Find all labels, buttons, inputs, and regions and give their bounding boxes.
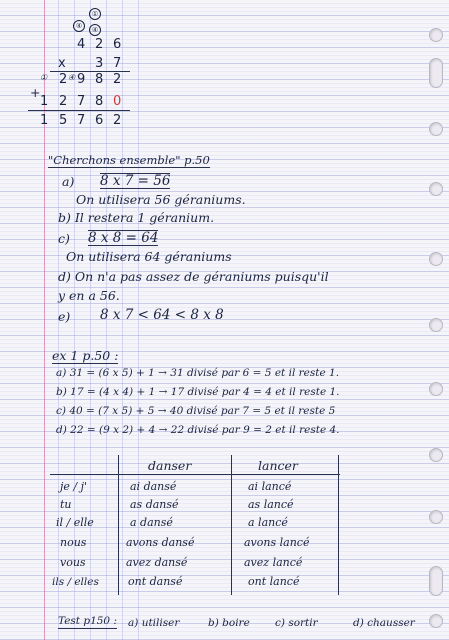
conjugated-form: ont lancé — [248, 575, 300, 588]
answer-equation: 8 x 8 = 64 — [88, 230, 159, 246]
binder-hole — [429, 252, 443, 266]
carry-digit: ① — [40, 73, 48, 82]
pronoun: tu — [60, 498, 72, 511]
answer-equation: 8 x 7 = 56 — [100, 173, 171, 189]
conjugated-form: ai lancé — [248, 480, 292, 493]
conjugated-form: as lancé — [248, 498, 294, 511]
digit: 8 — [95, 72, 104, 87]
pronoun: nous — [60, 536, 87, 549]
grid-line — [90, 0, 91, 640]
column-header: lancer — [258, 458, 298, 473]
exercise-line: c) 40 = (7 x 5) + 5 → 40 divisé par 7 = 5 et il reste 5 — [56, 405, 336, 417]
pronoun: ils / elles — [52, 576, 99, 588]
digit: 6 — [113, 37, 122, 52]
digit: 6 — [95, 113, 104, 128]
binder-hole — [429, 28, 443, 42]
digit: 2 — [59, 94, 68, 109]
section-heading: "Cherchons ensemble" p.50 — [48, 153, 210, 167]
digit: 8 — [95, 94, 104, 109]
digit: 3 — [95, 56, 104, 71]
carry-digit: ④ — [73, 20, 85, 32]
digit: 7 — [113, 56, 122, 71]
answer-sentence: On utilisera 56 géraniums. — [76, 192, 246, 207]
answer-sentence: y en a 56. — [58, 288, 120, 303]
answer-label: c) — [58, 231, 70, 246]
conjugated-form: avons lancé — [244, 536, 310, 549]
pronoun: je / j' — [60, 480, 88, 493]
binder-hole — [429, 318, 443, 332]
conjugated-form: avez dansé — [126, 556, 188, 569]
binder-hole — [429, 614, 443, 628]
binder-hole — [429, 58, 443, 88]
digit: 1 — [40, 113, 49, 128]
answer-label: a) — [62, 174, 75, 189]
test-label: Test p150 : — [58, 615, 117, 627]
table-rule — [50, 474, 340, 475]
binder-hole — [429, 182, 443, 196]
exercise-line: b) 17 = (4 x 4) + 1 → 17 divisé par 4 = 4 et il reste 1. — [56, 386, 340, 398]
digit: 2 — [113, 72, 122, 87]
digit: 1 — [40, 94, 49, 109]
digit: 7 — [77, 113, 86, 128]
column-header: danser — [148, 458, 192, 473]
conjugated-form: as dansé — [130, 498, 179, 511]
exercise-line: a) 31 = (6 x 5) + 1 → 31 divisé par 6 = 5 et il reste 1. — [56, 367, 340, 379]
binder-hole — [429, 448, 443, 462]
conjugated-form: ai dansé — [130, 480, 177, 493]
plus-sign: + — [30, 85, 41, 100]
test-item: d) chausser — [353, 617, 415, 629]
table-rule — [231, 455, 232, 595]
answer-label: e) — [58, 309, 71, 324]
pronoun: vous — [60, 556, 86, 569]
test-item: b) boire — [208, 617, 250, 629]
table-rule — [338, 455, 339, 595]
answer-sentence: b) Il restera 1 géranium. — [58, 210, 215, 225]
conjugated-form: a dansé — [130, 516, 173, 529]
carry-digit: ④ — [89, 24, 101, 36]
exercise-line: d) 22 = (9 x 2) + 4 → 22 divisé par 9 = 2 et il reste 4. — [56, 424, 340, 436]
carry-digit: ① — [89, 8, 101, 20]
digit: 0 — [113, 94, 122, 109]
binder-hole — [429, 566, 443, 596]
test-item: c) sortir — [275, 617, 318, 629]
answer-sentence: On utilisera 64 géraniums — [66, 249, 232, 264]
digit: 4 — [77, 37, 86, 52]
table-rule — [118, 455, 119, 595]
conjugated-form: avons dansé — [126, 536, 195, 549]
digit: 2 — [59, 72, 68, 87]
carry-digit: ④ — [68, 73, 76, 82]
digit: 2 — [113, 113, 122, 128]
conjugated-form: ont dansé — [128, 575, 183, 588]
digit: 5 — [59, 113, 68, 128]
binder-hole — [429, 122, 443, 136]
digit: 7 — [77, 94, 86, 109]
answer-equation: 8 x 7 < 64 < 8 x 8 — [100, 307, 224, 323]
conjugated-form: avez lancé — [244, 556, 303, 569]
sum-line — [28, 110, 130, 111]
section-heading: ex 1 p.50 : — [52, 348, 119, 363]
digit: 9 — [77, 72, 86, 87]
pronoun: il / elle — [56, 516, 94, 529]
test-item: a) utiliser — [128, 617, 180, 629]
binder-hole — [429, 510, 443, 524]
binder-hole — [429, 382, 443, 396]
digit: 2 — [95, 37, 104, 52]
conjugated-form: a lancé — [248, 516, 288, 529]
answer-sentence: d) On n'a pas assez de géraniums puisqu'il — [58, 269, 329, 284]
multiply-sign: x — [58, 56, 66, 71]
